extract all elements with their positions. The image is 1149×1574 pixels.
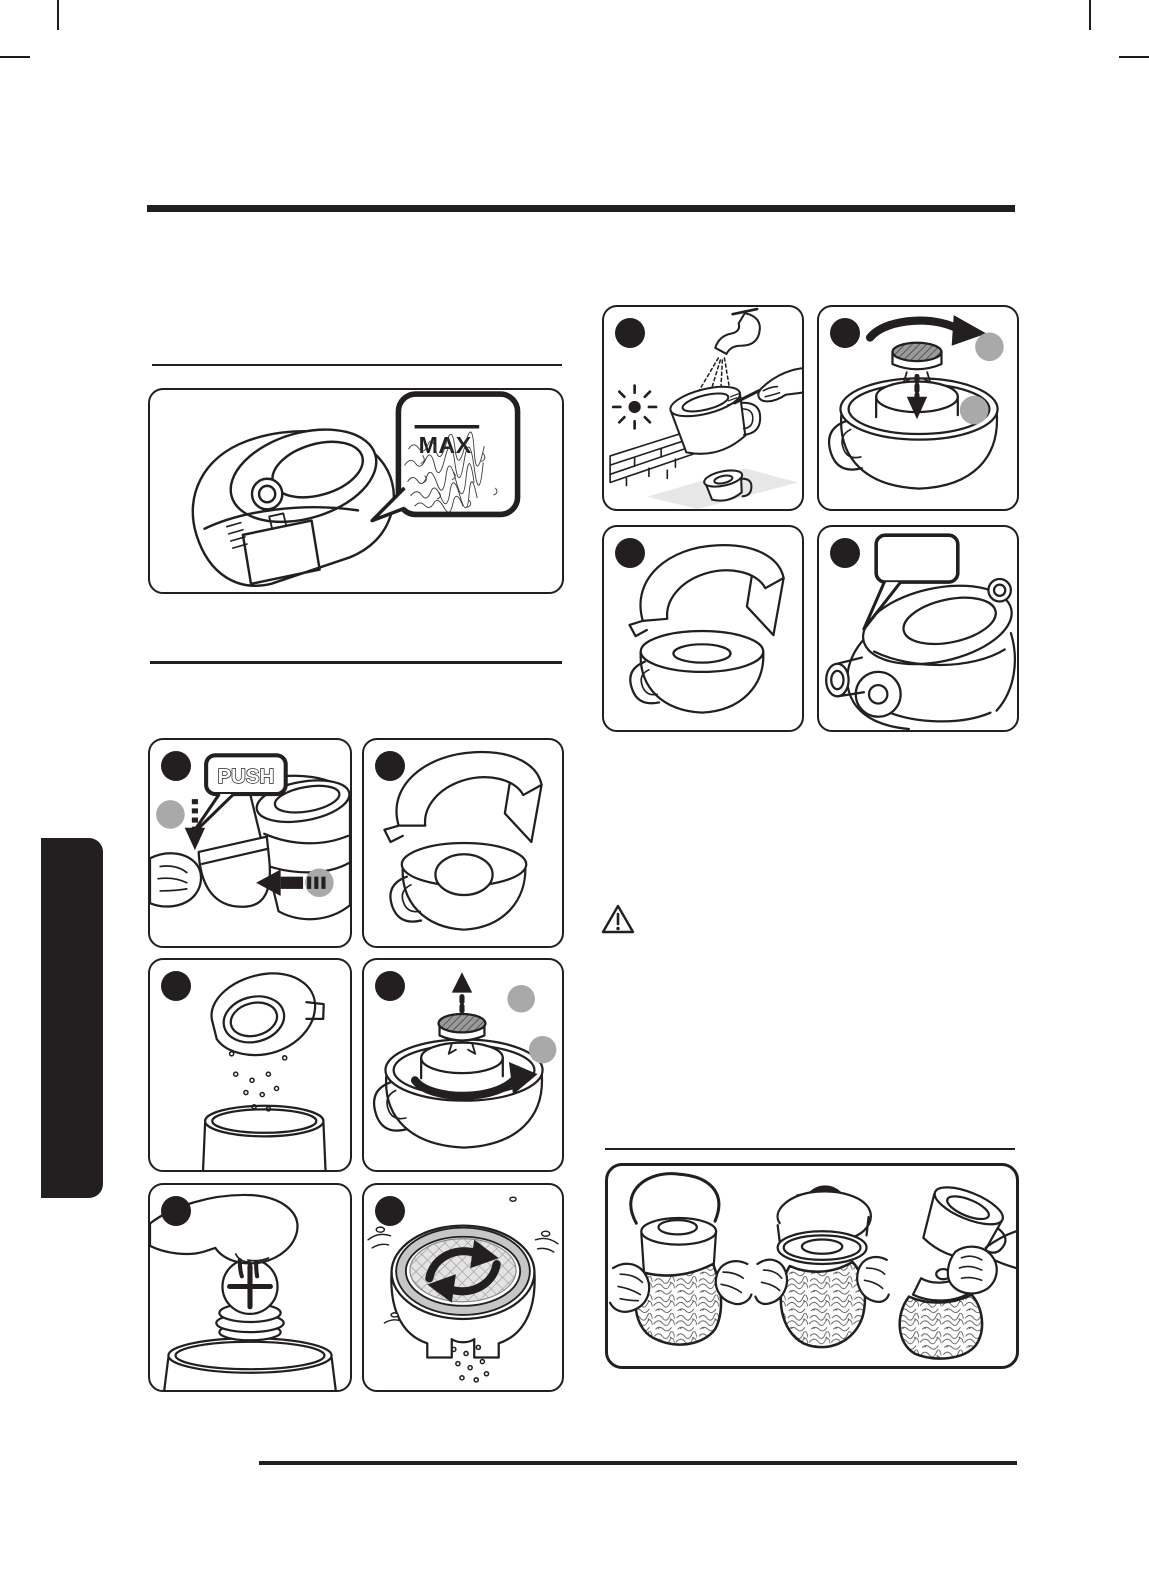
subsection-rule-3	[605, 1148, 1015, 1150]
subsection-rule-1	[152, 364, 562, 366]
step-number-badge	[161, 1196, 191, 1226]
step-number-badge	[830, 318, 860, 348]
cover-drawing	[630, 545, 784, 636]
dust-dots	[452, 1345, 489, 1382]
dustbin-lid-drawing	[204, 961, 332, 1065]
step-number-badge	[615, 318, 645, 348]
warning-triangle-icon	[601, 903, 635, 935]
bag-disposal-illustration	[608, 1166, 1016, 1366]
lift-up-arrow	[452, 972, 472, 1011]
rotate-arrow	[870, 315, 986, 346]
push-label: PUSH	[217, 765, 275, 788]
dustbin-drawing	[198, 837, 274, 911]
faucet-icon	[715, 309, 760, 354]
step-box-rinse-and-dry	[602, 305, 804, 511]
step-box-spin-filter	[362, 1183, 564, 1392]
step-number-badge	[375, 1196, 405, 1226]
step-box-lift-off-cover	[362, 738, 564, 948]
chapter-side-tab	[41, 838, 103, 1198]
scene-tie-bag	[900, 1180, 1016, 1359]
step-number-badge	[161, 751, 191, 781]
crop-mark-top-left-horizontal	[0, 56, 30, 58]
vacuum-rear-drawing	[826, 573, 1017, 729]
callout-dot-a	[156, 800, 185, 829]
scene-hold-bag-over-bin	[610, 1174, 751, 1345]
sun-icon	[613, 386, 656, 429]
dustbin-drawing	[829, 378, 998, 488]
scene-invert-into-bag	[755, 1189, 888, 1347]
step-number-badge	[375, 971, 405, 1001]
trash-bin-drawing	[203, 1106, 325, 1170]
callout-dot-b	[529, 1036, 557, 1064]
max-callout-bubble	[372, 394, 517, 521]
callout-dot-a	[507, 985, 535, 1013]
hand-with-brush	[727, 368, 802, 405]
step-box-remove-inner-filter	[148, 1183, 352, 1392]
callout-dot-b	[960, 396, 989, 425]
step-box-twist-lift-filter	[362, 958, 564, 1172]
step-number-badge	[161, 971, 191, 1001]
step-box-replace-cover	[602, 525, 804, 732]
step-box-reattach-dustbin	[817, 525, 1019, 732]
crop-mark-top-right-horizontal	[1119, 56, 1149, 58]
step-box-empty-dust	[148, 958, 352, 1172]
step-box-push-and-pull-dustbin	[148, 738, 352, 948]
figure-bag-disposal-tip	[605, 1163, 1019, 1369]
step-number-badge	[615, 538, 645, 568]
step-number-badge	[830, 538, 860, 568]
crop-mark-top-left-vertical	[57, 0, 59, 30]
cover-drawing	[384, 752, 541, 842]
section-header-rule	[147, 205, 1015, 212]
figure-vacuum-max-dust-level	[148, 388, 564, 594]
footer-rule	[259, 1461, 1017, 1465]
vacuum-max-illustration	[150, 390, 562, 592]
filter-unit-drawing	[216, 1259, 283, 1340]
dustbin-drawing	[630, 631, 763, 713]
dustbin-drawing	[390, 843, 526, 930]
trash-bin-drawing	[164, 1338, 335, 1390]
canister-vacuum-drawing	[193, 414, 394, 586]
hand-drawing	[150, 853, 201, 906]
max-label: MAX	[418, 432, 472, 459]
step-number-badge	[375, 751, 405, 781]
step-box-reinsert-filter	[817, 305, 1019, 511]
crop-mark-top-right-vertical	[1089, 0, 1091, 30]
falling-dust-dots	[230, 1052, 287, 1111]
subsection-rule-2	[150, 661, 562, 664]
callout-dot-a	[975, 333, 1004, 362]
